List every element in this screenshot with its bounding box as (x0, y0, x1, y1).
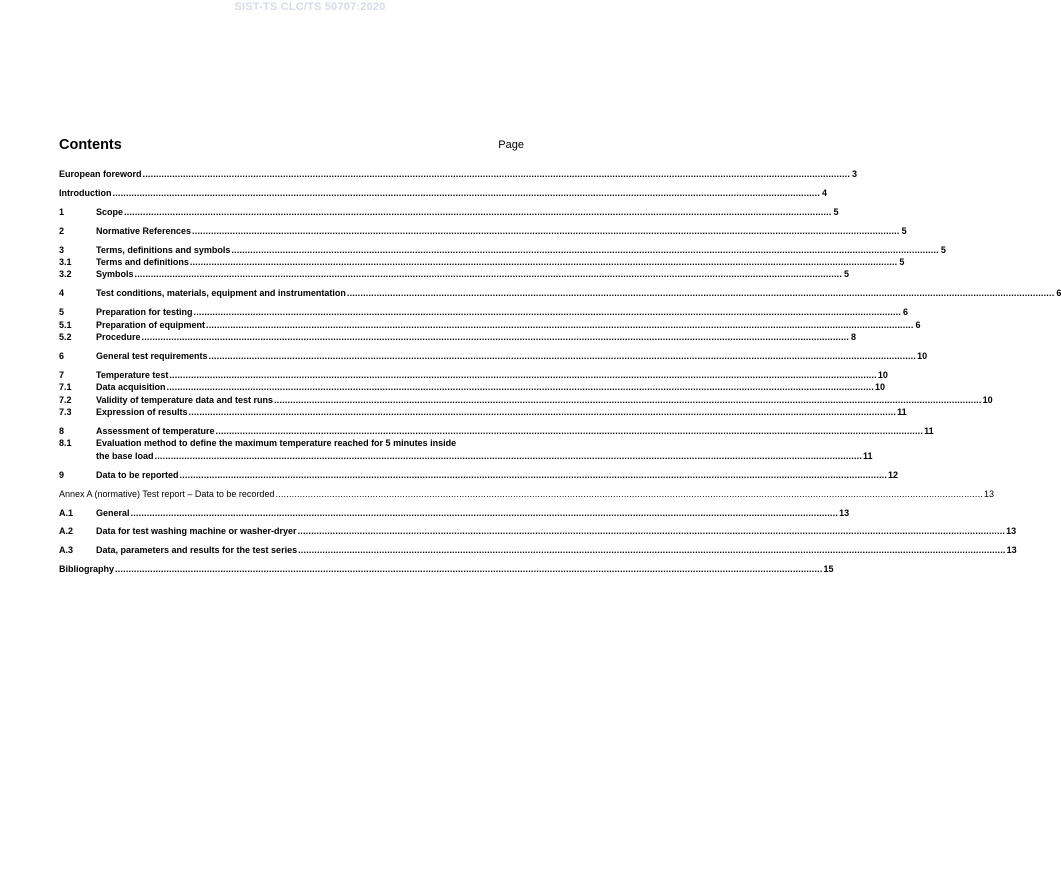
toc-entry-page: 6 (903, 307, 909, 318)
toc-entry-page: 13 (1006, 526, 1017, 537)
toc-entry-page: 12 (888, 469, 899, 480)
toc-entry-page: 10 (875, 382, 886, 393)
page-column-label: Page (498, 139, 524, 151)
toc-entry-page: 4 (822, 187, 828, 198)
leader-dots (231, 244, 939, 256)
toc-entry-number: 5.2 (59, 332, 72, 343)
leader-dots (216, 425, 924, 437)
leader-dots (180, 469, 888, 481)
toc-entry-label: Symbols (96, 269, 134, 280)
toc-entry-european-foreword[interactable] (59, 168, 858, 180)
toc-entry-label: Normative References (96, 225, 192, 236)
leader-dots (155, 450, 863, 462)
toc-entry-6[interactable] (59, 350, 928, 362)
toc-entry-page: 3 (852, 169, 858, 179)
toc-entry-number: 6 (59, 350, 65, 361)
toc-entry-label-line2: the base load (96, 450, 154, 461)
toc-entry-7-1[interactable] (59, 381, 886, 393)
toc-entry-page: 5 (899, 257, 905, 268)
leader-dots (115, 563, 823, 575)
toc-entry-9[interactable] (59, 469, 899, 481)
leader-dots (113, 187, 821, 199)
toc-entry-page: 11 (924, 426, 934, 436)
toc-entry-3-2[interactable] (59, 268, 850, 280)
toc-entry-page: 13 (983, 488, 994, 499)
toc-entry-label: Terms, definitions and symbols (96, 244, 231, 255)
leader-dots (298, 525, 1006, 537)
leader-dots (209, 350, 917, 362)
toc-entry-page: 13 (1006, 545, 1017, 556)
watermark: SIST-TS CLC/TS 50707:2020 (234, 1, 386, 13)
leader-dots (124, 206, 832, 218)
toc-entry-5-1[interactable] (59, 319, 921, 331)
toc-entry-1[interactable] (59, 206, 839, 218)
leader-dots (142, 331, 850, 343)
toc-entry-page: 15 (823, 564, 834, 575)
toc-entry-8-1[interactable] (59, 437, 873, 462)
toc-entry-label: Data, parameters and results for the test series (96, 545, 298, 556)
toc-entry-page: 8 (851, 332, 857, 343)
toc-entry-label: General test requirements (96, 350, 208, 361)
toc-entry-number: 2 (59, 225, 65, 236)
toc-entry-label: Data for test washing machine or washer-dryer (96, 526, 297, 537)
toc-entry-label: Data acquisition (96, 382, 166, 393)
toc-entry-number: 4 (59, 288, 65, 299)
toc-entry-a-2[interactable] (59, 525, 1017, 537)
table-of-contents (59, 168, 1061, 576)
toc-entry-label: Test conditions, materials, equipment and instrumentation (96, 288, 346, 299)
toc-entry-number: 7.2 (59, 394, 72, 405)
toc-entry-label-line1: Evaluation method to define the maximum temperature reached for 5 minutes inside (96, 438, 457, 449)
toc-entry-5[interactable] (59, 306, 909, 318)
leader-dots (190, 256, 898, 268)
toc-entry-number: 3.1 (59, 257, 72, 268)
toc-entry-number: 5 (59, 307, 65, 318)
toc-entry-label: Assessment of temperature (96, 426, 215, 436)
leader-dots (206, 319, 914, 331)
toc-entry-page: 13 (839, 507, 850, 518)
toc-entry-2[interactable] (59, 225, 907, 237)
toc-entry-3[interactable] (59, 244, 946, 256)
leader-dots (131, 507, 839, 519)
toc-entry-number: 7 (59, 369, 65, 380)
toc-entry-label: Annex A (normative) Test report – Data to be recorded (59, 488, 275, 499)
leader-dots (135, 268, 843, 280)
toc-entry-page: 5 (833, 206, 839, 217)
toc-entry-page: 10 (877, 369, 888, 380)
toc-entry-a-1[interactable] (59, 507, 850, 519)
toc-entry-a-3[interactable] (59, 544, 1017, 556)
toc-entry-number: A.3 (59, 545, 74, 556)
toc-entry-number: A.1 (59, 507, 74, 518)
toc-entry-number: 9 (59, 469, 65, 480)
toc-entry-label: Data to be reported (96, 469, 179, 480)
toc-entry-label: Preparation of equipment (96, 319, 206, 330)
toc-entry-page: 10 (917, 350, 928, 361)
leader-dots (275, 488, 983, 500)
toc-entry-page: 5 (901, 225, 907, 236)
toc-entry-introduction[interactable] (59, 187, 828, 199)
toc-entry-7-2[interactable] (59, 394, 993, 406)
leader-dots (347, 287, 1055, 299)
toc-entry-label: Introduction (59, 187, 112, 198)
toc-entry-page: 5 (940, 244, 946, 255)
page-title: Contents (59, 137, 122, 153)
toc-entry-7[interactable] (59, 369, 888, 381)
toc-entry-7-3[interactable] (59, 406, 907, 418)
toc-entry-page: 10 (982, 394, 993, 405)
toc-entry-label: Terms and definitions (96, 257, 189, 268)
toc-entry-number: 8.1 (59, 438, 72, 449)
toc-entry-number: 5.1 (59, 319, 72, 330)
toc-entry-label: Scope (96, 206, 124, 217)
toc-entry-label: Procedure (96, 332, 141, 343)
toc-entry-label: Validity of temperature data and test runs (96, 394, 274, 405)
toc-entry-number: 7.3 (59, 407, 72, 418)
toc-entry-page: 11 (897, 407, 907, 418)
toc-entry-page: 6 (1056, 288, 1061, 299)
toc-entry-number: 3.2 (59, 269, 72, 280)
toc-entry-page: 6 (915, 319, 921, 330)
toc-entry-label: European foreword (59, 169, 142, 179)
toc-entry-label: General (96, 507, 130, 518)
toc-entry-label: Temperature test (96, 369, 169, 380)
leader-dots (298, 544, 1006, 556)
leader-dots (189, 406, 897, 418)
toc-entry-page: 11 (863, 450, 873, 461)
leader-dots (194, 306, 902, 318)
toc-entry-label: Bibliography (59, 564, 115, 575)
leader-dots (169, 369, 877, 381)
toc-entry-label: Preparation for testing (96, 307, 193, 318)
toc-entry-page: 5 (844, 269, 850, 280)
toc-entry-label: Expression of results (96, 407, 188, 418)
toc-entry-number: A.2 (59, 526, 74, 537)
toc-entry-number: 1 (59, 206, 65, 217)
toc-entry-8[interactable] (59, 425, 934, 437)
toc-entry-number: 7.1 (59, 382, 72, 393)
toc-entry-4[interactable] (59, 287, 1061, 299)
toc-entry-3-1[interactable] (59, 256, 905, 268)
leader-dots (143, 168, 851, 180)
toc-entry-bibliography[interactable] (59, 563, 834, 575)
leader-dots (192, 225, 900, 237)
leader-dots (167, 381, 875, 393)
toc-entry-number: 3 (59, 244, 65, 255)
toc-entry-number: 8 (59, 426, 65, 436)
contents-header (59, 137, 524, 155)
toc-entry-annex-a[interactable] (59, 488, 994, 500)
toc-entry-5-2[interactable] (59, 331, 857, 343)
leader-dots (274, 394, 982, 406)
